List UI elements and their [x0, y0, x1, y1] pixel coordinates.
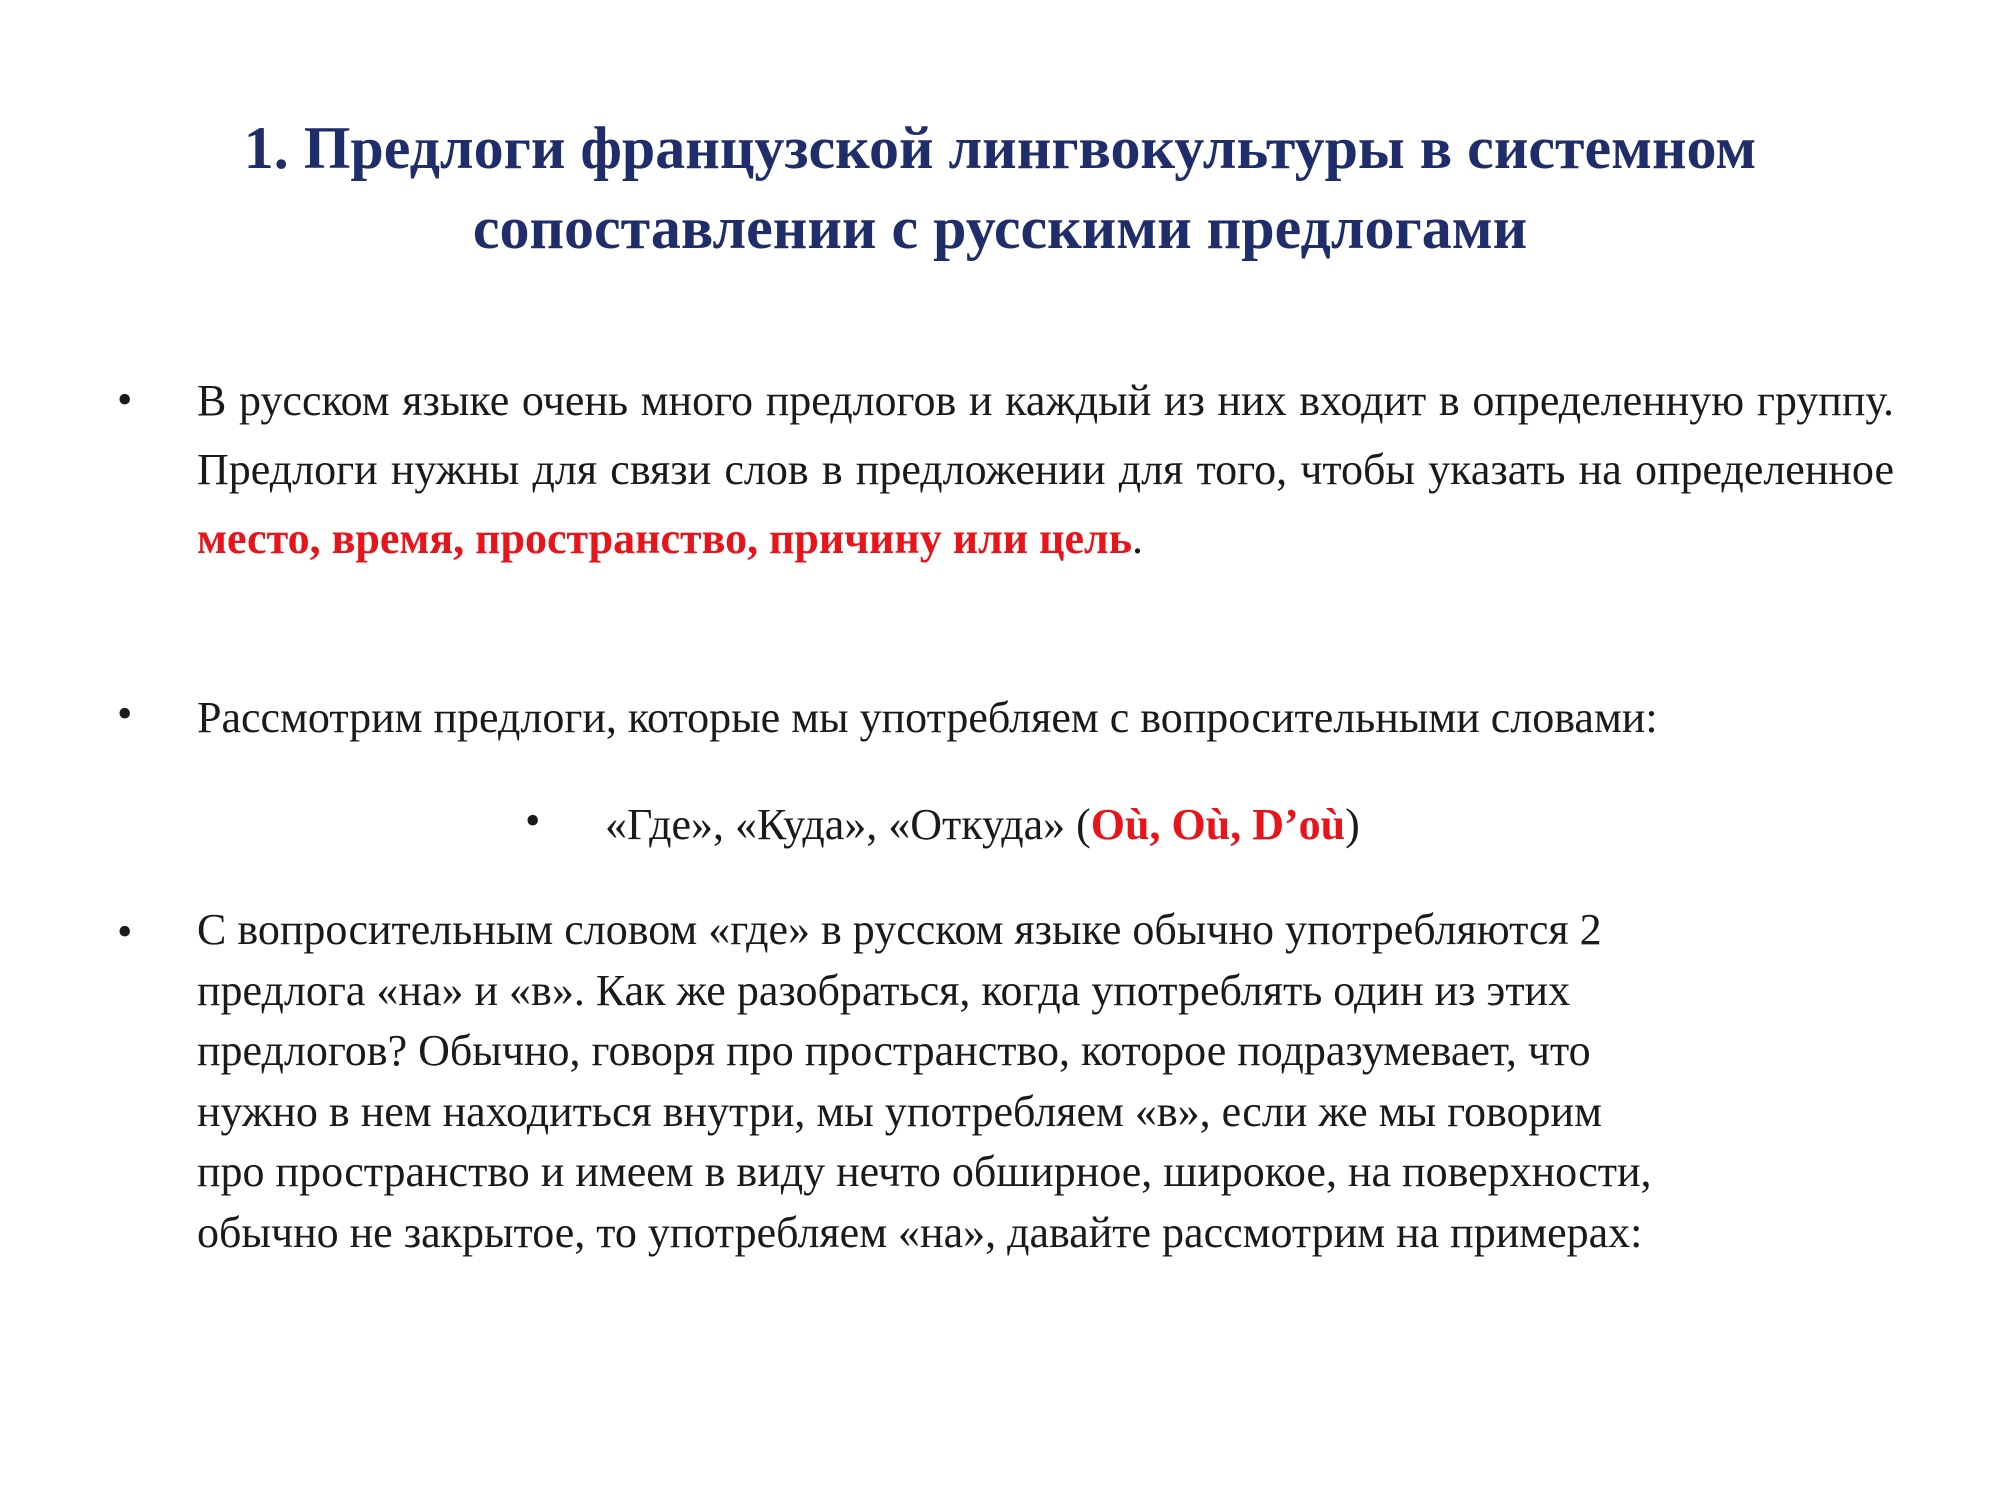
- slide-title-line-2: сопоставлении с русскими предлогами: [472, 195, 1528, 261]
- bullet-1-text: В русском языке очень много предлогов и каждый из них входит в определенную группу. Предлоги нужны для связи слов в предложении для того, чтобы указать на определенное: [197, 376, 1894, 494]
- bullet-marker: •: [525, 796, 541, 845]
- bullet-paragraph-3: [605, 795, 1360, 855]
- bullet-marker: •: [117, 907, 133, 956]
- bullet-paragraph-4: [197, 900, 1652, 1263]
- bullet-4-line-6: обычно не закрытое, то употребляем «на», давайте рассмотрим на примерах:: [197, 1207, 1643, 1257]
- bullet-3-text: «Где», «Куда», «Откуда» (: [605, 800, 1091, 849]
- bullet-4-line-2: предлога «на» и «в». Как же разобраться, когда употреблять один из этих: [197, 965, 1571, 1015]
- slide-title: [100, 108, 1900, 268]
- bullet-paragraph-2: [197, 688, 1658, 748]
- bullet-4-line-5: про пространство и имеем в виду нечто обширное, широкое, на поверхности,: [197, 1147, 1652, 1196]
- bullet-1-highlight: место, время, пространство, причину или цель: [197, 514, 1132, 563]
- bullet-2-text: Рассмотрим предлоги, которые мы употребляем с вопросительными словами:: [197, 693, 1658, 742]
- bullet-3-tail: ): [1345, 800, 1360, 849]
- bullet-marker: •: [117, 689, 133, 738]
- bullet-3-highlight: Où, Où, D’où: [1090, 800, 1346, 849]
- bullet-4-line-3: предлогов? Обычно, говоря про пространство, которое подразумевает, что: [197, 1026, 1591, 1075]
- bullet-paragraph-1: [197, 366, 1894, 573]
- bullet-1-tail: .: [1131, 514, 1143, 563]
- slide-title-line-1: 1. Предлоги французской лингвокультуры в системном: [243, 115, 1757, 181]
- bullet-4-line-1: С вопросительным словом «где» в русском языке обычно употребляются 2: [197, 905, 1602, 954]
- bullet-4-line-4: нужно в нем находиться внутри, мы употребляем «в», если же мы говорим: [197, 1086, 1602, 1136]
- bullet-marker: •: [117, 375, 133, 424]
